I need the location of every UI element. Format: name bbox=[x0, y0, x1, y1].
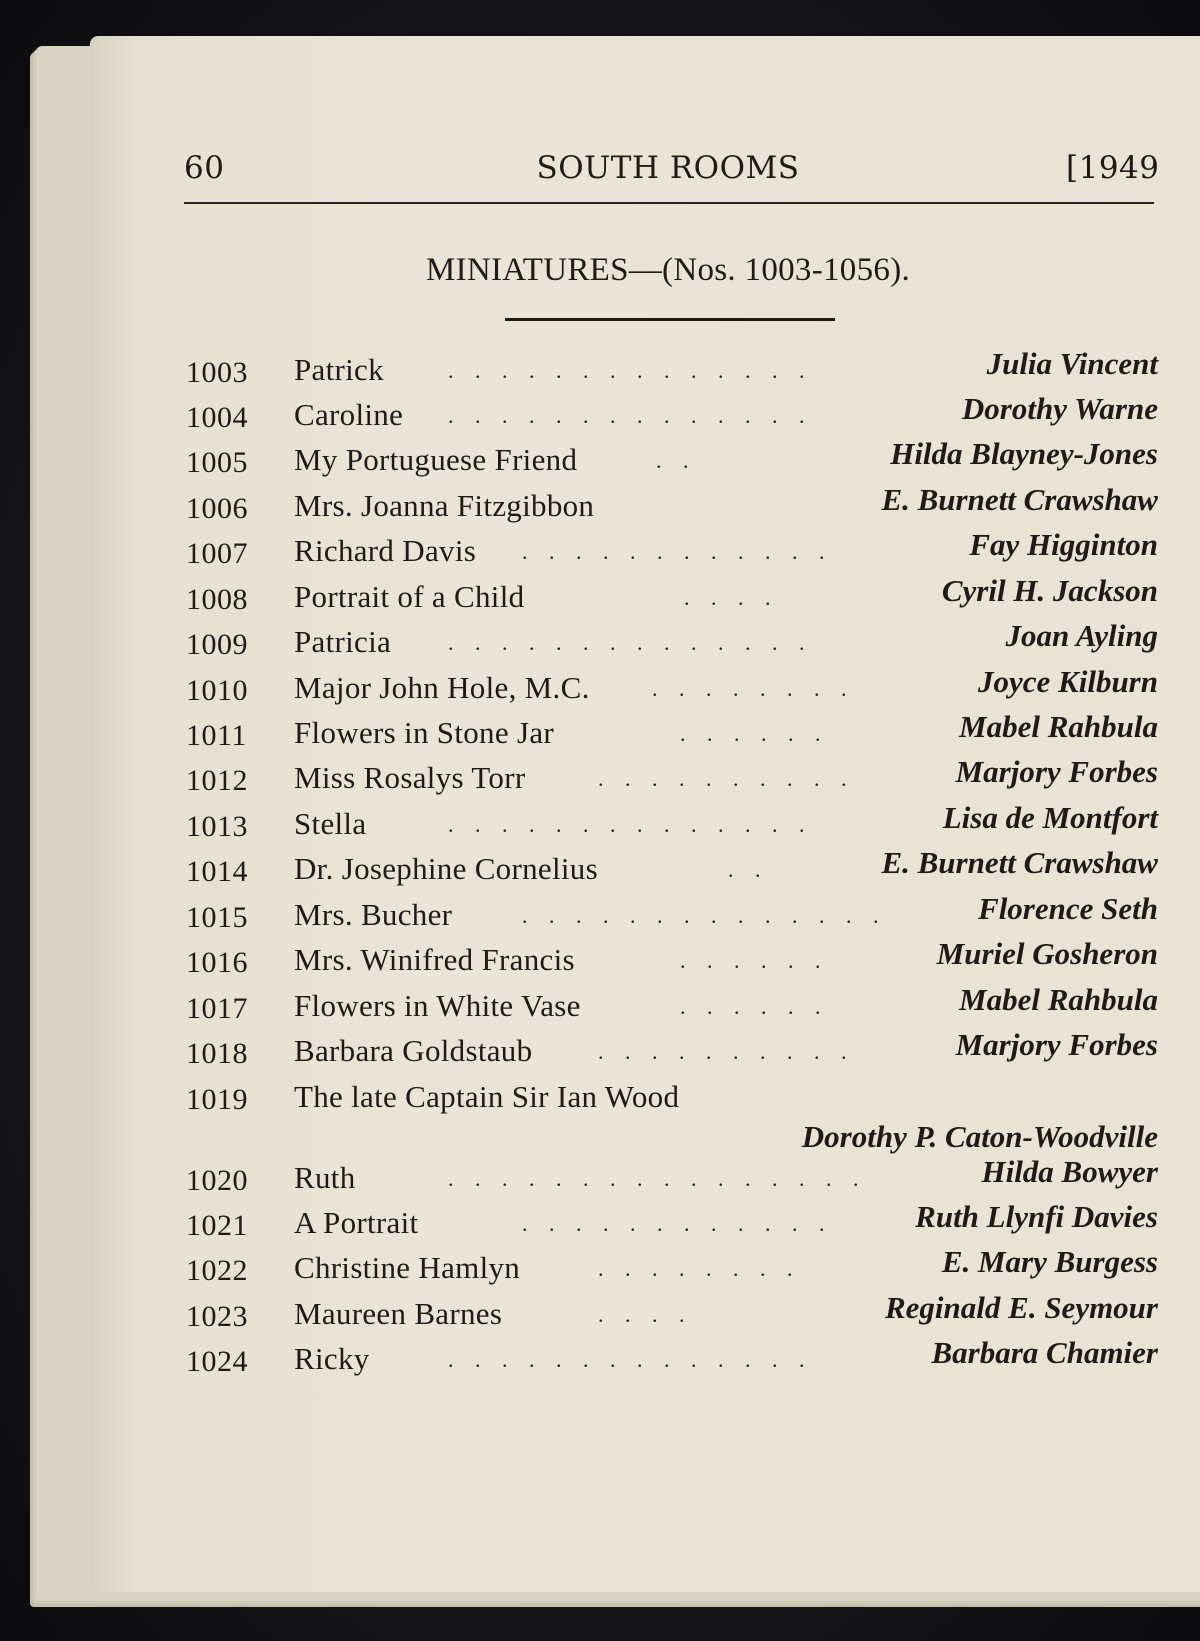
entry-number: 1023 bbox=[186, 1300, 248, 1333]
entry-artist: Reginald E. Seymour bbox=[884, 1290, 1158, 1325]
entry-row bbox=[186, 664, 1158, 714]
entry-title: Caroline bbox=[294, 397, 404, 432]
dot-leader: . . . . . . . . . . . . . . bbox=[448, 812, 813, 837]
entry-title: Mrs. Joanna Fitzgibbon bbox=[294, 488, 595, 523]
entry-number: 1012 bbox=[186, 764, 248, 797]
entry-title: Patrick bbox=[294, 352, 384, 387]
entry-row bbox=[186, 436, 1158, 486]
entry-artist: Muriel Gosheron bbox=[936, 936, 1158, 971]
dot-leader: . . . . . . bbox=[680, 721, 829, 746]
entry-number: 1022 bbox=[186, 1254, 248, 1287]
entry-row bbox=[186, 391, 1158, 441]
entry-title: Miss Rosalys Torr bbox=[294, 760, 526, 795]
entry-artist: Joan Ayling bbox=[1005, 618, 1158, 653]
entry-number: 1006 bbox=[186, 492, 248, 525]
entry-number: 1014 bbox=[186, 855, 248, 888]
entry-row bbox=[186, 1335, 1158, 1385]
dot-leader: . . . . . . . . . . . . . . bbox=[448, 403, 813, 428]
dot-leader: . . . . bbox=[684, 585, 779, 610]
entry-row bbox=[186, 709, 1158, 759]
dot-leader: . . . . . . . . . . . . bbox=[522, 539, 833, 564]
entry-artist: Cyril H. Jackson bbox=[941, 573, 1158, 608]
section-rule bbox=[505, 318, 835, 321]
dot-leader: . . . . . . . . bbox=[598, 1256, 801, 1281]
dot-leader: . . . . . . . . . . . . . . bbox=[448, 630, 813, 655]
entry-artist: Marjory Forbes bbox=[955, 1027, 1158, 1062]
entry-title: Mrs. Bucher bbox=[294, 897, 453, 932]
entry-number: 1004 bbox=[186, 401, 248, 434]
entry-number: 1005 bbox=[186, 446, 248, 479]
entry-row bbox=[186, 982, 1158, 1032]
entry-title: Flowers in Stone Jar bbox=[294, 715, 555, 750]
entry-number: 1007 bbox=[186, 537, 248, 570]
entry-artist: E. Mary Burgess bbox=[941, 1244, 1158, 1279]
entry-number: 1018 bbox=[186, 1037, 248, 1070]
dot-leader: . . . . . . bbox=[680, 994, 829, 1019]
entry-number: 1016 bbox=[186, 946, 248, 979]
entry-title: My Portuguese Friend bbox=[294, 442, 578, 477]
entry-row bbox=[186, 754, 1158, 804]
entry-title: Richard Davis bbox=[294, 533, 477, 568]
dot-leader: . . . . . . bbox=[680, 948, 829, 973]
entry-artist: Dorothy P. Caton-Woodville bbox=[801, 1119, 1158, 1154]
running-head-year: [1949 bbox=[1066, 150, 1160, 186]
entry-number: 1019 bbox=[186, 1083, 248, 1116]
entry-title: Major John Hole, M.C. bbox=[294, 670, 590, 705]
entry-row bbox=[186, 482, 1158, 532]
entry-row bbox=[186, 618, 1158, 668]
entry-number: 1020 bbox=[186, 1164, 248, 1197]
entry-title: Mrs. Winifred Francis bbox=[294, 942, 575, 977]
entry-row bbox=[186, 1154, 1158, 1204]
dot-leader: . . . . . . . . . . . . . . . . bbox=[448, 1166, 867, 1191]
entry-artist: Fay Higginton bbox=[969, 527, 1158, 562]
entry-artist: Marjory Forbes bbox=[955, 754, 1158, 789]
entry-title: Stella bbox=[294, 806, 367, 841]
entry-title: Dr. Josephine Cornelius bbox=[294, 851, 598, 886]
entry-artist: Florence Seth bbox=[978, 891, 1158, 926]
entry-title: Ruth bbox=[294, 1160, 356, 1195]
entry-artist: Dorothy Warne bbox=[961, 391, 1158, 426]
dot-leader: . . . . . . . . . . bbox=[598, 1039, 855, 1064]
entry-row bbox=[186, 1199, 1158, 1249]
dot-leader: . . . . . . . . . . . . . . bbox=[448, 358, 813, 383]
entry-row bbox=[186, 1244, 1158, 1294]
entry-row bbox=[186, 936, 1158, 986]
entry-artist: Mabel Rahbula bbox=[959, 982, 1158, 1017]
entry-artist: Ruth Llynfi Davies bbox=[915, 1199, 1158, 1234]
entry-title: Barbara Goldstaub bbox=[294, 1033, 533, 1068]
entry-row bbox=[186, 800, 1158, 850]
entry-title: Portrait of a Child bbox=[294, 579, 525, 614]
page-number: 60 bbox=[184, 150, 225, 186]
dot-leader: . . . . . . . . . . . . bbox=[522, 1211, 833, 1236]
entry-number: 1015 bbox=[186, 901, 248, 934]
entry-number: 1013 bbox=[186, 810, 248, 843]
entry-artist: Lisa de Montfort bbox=[942, 800, 1158, 835]
entry-row bbox=[186, 845, 1158, 895]
entry-title: A Portrait bbox=[294, 1205, 419, 1240]
running-head-title: SOUTH ROOMS bbox=[536, 150, 800, 186]
dot-leader: . . bbox=[656, 448, 697, 473]
entry-title: The late Captain Sir Ian Wood bbox=[294, 1079, 680, 1114]
entry-row bbox=[186, 1290, 1158, 1340]
entry-artist: Julia Vincent bbox=[986, 346, 1158, 381]
entry-number: 1024 bbox=[186, 1345, 248, 1378]
entry-artist: Joyce Kilburn bbox=[978, 664, 1158, 699]
dot-leader: . . . . . . . . . . . . . . bbox=[448, 1347, 813, 1372]
entry-row bbox=[186, 527, 1158, 577]
entry-number: 1008 bbox=[186, 583, 248, 616]
entry-number: 1011 bbox=[186, 719, 247, 752]
entry-title: Christine Hamlyn bbox=[294, 1250, 521, 1285]
entry-number: 1021 bbox=[186, 1209, 248, 1242]
entry-artist: Mabel Rahbula bbox=[959, 709, 1158, 744]
section-title: MINIATURES—(Nos. 1003-1056). bbox=[425, 252, 911, 288]
header-rule bbox=[184, 202, 1154, 204]
entry-artist: E. Burnett Crawshaw bbox=[881, 845, 1158, 880]
entry-row bbox=[186, 573, 1158, 623]
dot-leader: . . bbox=[728, 857, 769, 882]
entry-artist: Hilda Bowyer bbox=[981, 1154, 1158, 1189]
entry-row bbox=[186, 891, 1158, 941]
entry-title: Maureen Barnes bbox=[294, 1296, 503, 1331]
entry-number: 1017 bbox=[186, 992, 248, 1025]
entry-title: Ricky bbox=[294, 1341, 370, 1376]
entry-artist: Barbara Chamier bbox=[931, 1335, 1158, 1370]
entry-number: 1003 bbox=[186, 356, 248, 389]
entry-number: 1009 bbox=[186, 628, 248, 661]
entry-title: Patricia bbox=[294, 624, 392, 659]
entry-title: Flowers in White Vase bbox=[294, 988, 581, 1023]
dot-leader: . . . . . . . . bbox=[652, 676, 855, 701]
dot-leader: . . . . . . . . . . . . . . bbox=[522, 903, 887, 928]
dot-leader: . . . . . . . . . . bbox=[598, 766, 855, 791]
entry-artist: E. Burnett Crawshaw bbox=[881, 482, 1158, 517]
dot-leader: . . . . bbox=[598, 1302, 693, 1327]
entry-row bbox=[186, 346, 1158, 396]
entry-row bbox=[186, 1027, 1158, 1077]
entry-artist: Hilda Blayney-Jones bbox=[890, 436, 1158, 471]
entry-number: 1010 bbox=[186, 674, 248, 707]
